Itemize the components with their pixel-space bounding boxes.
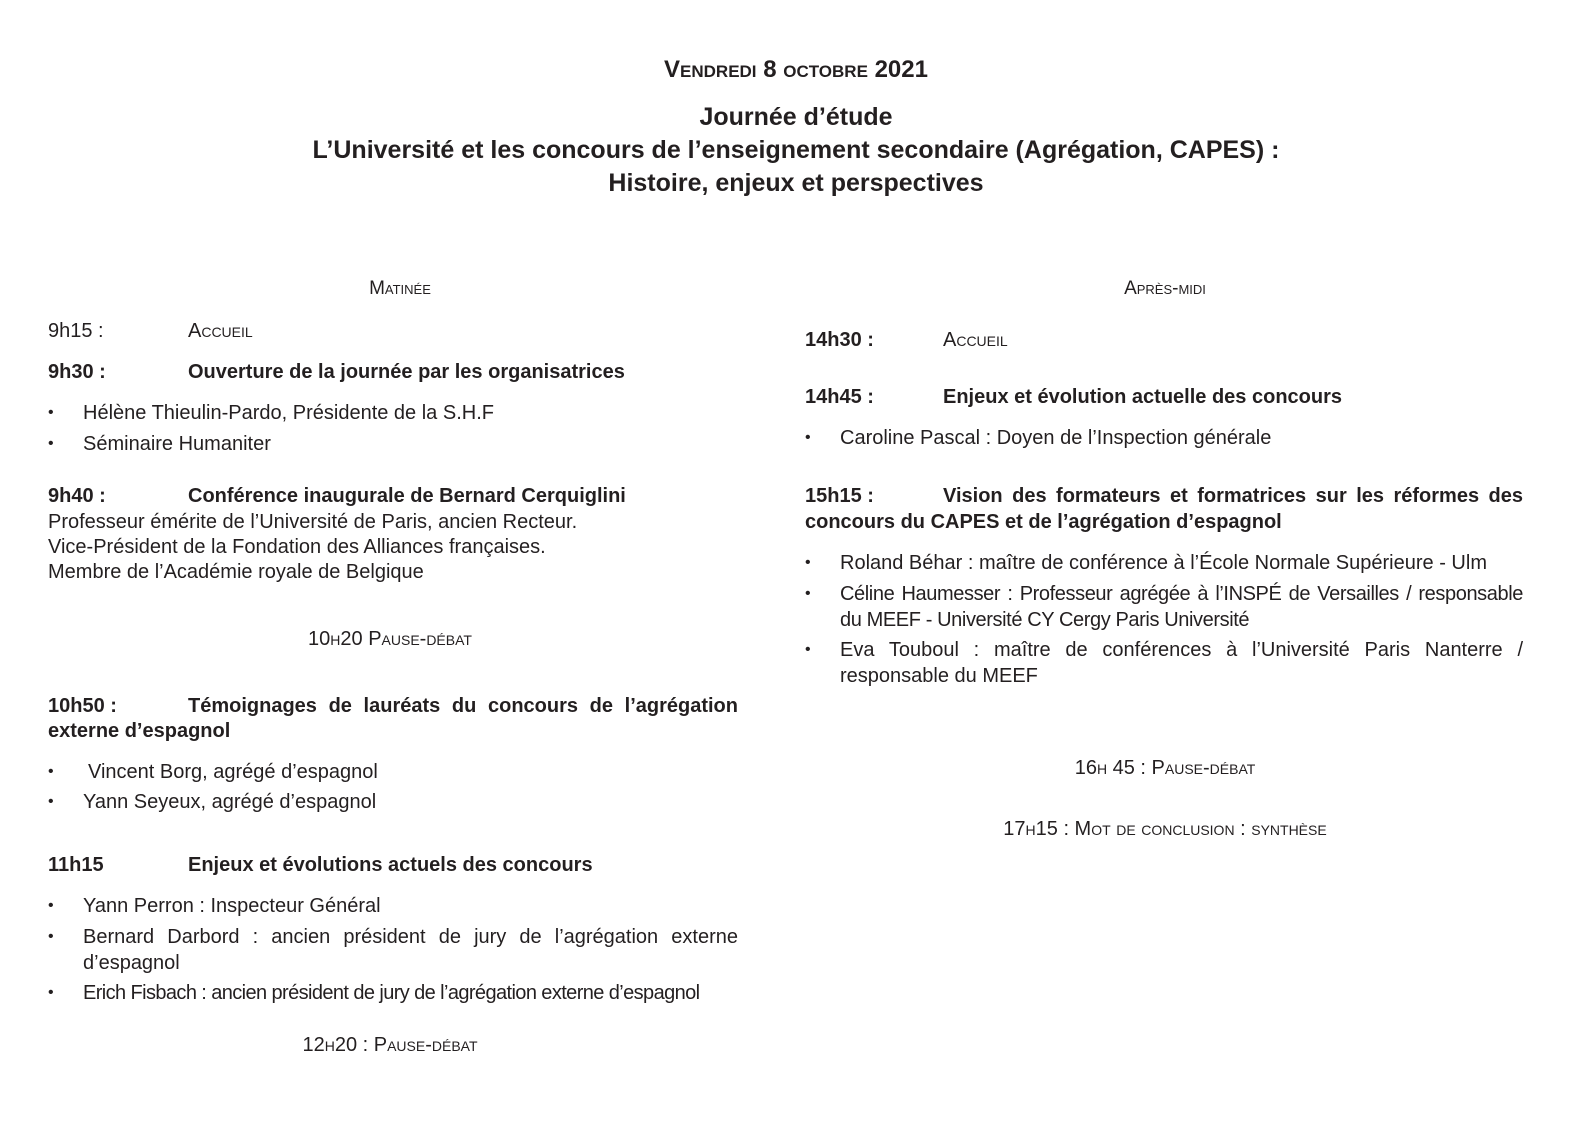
list-item bbox=[48, 789, 748, 815]
list-item-text: Yann Seyeux, agrégé d’espagnol bbox=[83, 791, 377, 813]
bullet-icon: • bbox=[48, 897, 54, 914]
bullet-icon: • bbox=[48, 435, 54, 452]
title-line-2: L’Université et les concours de l’enseignement secondaire (Agrégation, CAPES) : bbox=[312, 136, 1280, 164]
bullet-icon: • bbox=[48, 404, 54, 421]
session-time: 14h30 : bbox=[805, 329, 874, 351]
list-item-text: Eva Touboul : maître de conférences à l’Université Paris Nanterre / responsable du MEEF bbox=[840, 639, 1523, 687]
list-item bbox=[48, 759, 748, 785]
session-time: 10h50 : bbox=[48, 695, 117, 717]
session-time: 11h15 bbox=[48, 854, 104, 876]
list-item-text: Roland Béhar : maître de conférence à l’École Normale Supérieure - Ulm bbox=[840, 552, 1487, 574]
conclusion-1715: 17h15 : Mot de conclusion : synthèse bbox=[1003, 818, 1327, 840]
bullet-icon: • bbox=[805, 554, 811, 571]
pause-1645: 16h 45 : Pause-débat bbox=[1074, 757, 1256, 779]
session-0930 bbox=[48, 359, 748, 385]
list-item-text: Céline Haumesser : Professeur agrégée à l’INSPÉ de Versailles / responsable du MEEF - Université CY Cergy Paris Université bbox=[840, 583, 1523, 631]
morning-heading: Matinée bbox=[369, 278, 431, 299]
list-item bbox=[48, 400, 748, 426]
session-time: 15h15 : bbox=[805, 485, 874, 507]
afternoon-heading: Après-midi bbox=[1124, 278, 1206, 299]
bullet-icon: • bbox=[48, 984, 54, 1001]
pause-1020: 10h20 Pause-débat bbox=[308, 628, 472, 650]
session-0915 bbox=[48, 318, 748, 344]
list-item bbox=[48, 893, 748, 919]
list-item bbox=[805, 637, 1523, 689]
session-label: Vision des formateurs et formatrices sur les réformes des bbox=[943, 485, 1523, 507]
session-label-cont: concours du CAPES et de l’agrégation d’espagnol bbox=[805, 511, 1282, 533]
title-line-3: Histoire, enjeux et perspectives bbox=[608, 169, 984, 197]
list-item-text: Vincent Borg, agrégé d’espagnol bbox=[88, 761, 378, 783]
list-item-text: Erich Fisbach : ancien président de jury de l’agrégation externe d’espagnol bbox=[83, 982, 700, 1004]
session-label: Enjeux et évolutions actuels des concours bbox=[188, 854, 593, 876]
session-time: 9h30 : bbox=[48, 361, 106, 383]
list-item-text: Bernard Darbord : ancien président de jury de l’agrégation externe d’espagnol bbox=[83, 926, 738, 974]
bullet-icon: • bbox=[48, 793, 54, 810]
session-time: 9h15 : bbox=[48, 320, 104, 342]
session-label: Accueil bbox=[943, 329, 1008, 351]
pause-1220: 12h20 : Pause-débat bbox=[302, 1034, 478, 1056]
bullet-icon: • bbox=[48, 928, 54, 945]
list-item bbox=[48, 980, 748, 1006]
bullet-icon: • bbox=[48, 763, 54, 780]
session-label: Conférence inaugurale de Bernard Cerquiglini bbox=[188, 485, 626, 507]
session-label-cont: externe d’espagnol bbox=[48, 720, 231, 742]
speaker-bio-line: Vice-Président de la Fondation des Alliances françaises. bbox=[48, 536, 546, 558]
list-item-text: Hélène Thieulin-Pardo, Présidente de la S.H.F bbox=[83, 402, 494, 424]
session-1445 bbox=[805, 384, 1525, 410]
list-item-text: Yann Perron : Inspecteur Général bbox=[83, 895, 381, 917]
speaker-bio-line: Membre de l’Académie royale de Belgique bbox=[48, 561, 424, 583]
session-1430 bbox=[805, 327, 1525, 353]
list-item bbox=[805, 425, 1525, 451]
list-item-text: Caroline Pascal : Doyen de l’Inspection générale bbox=[840, 427, 1272, 449]
session-label: Accueil bbox=[188, 320, 253, 342]
session-label: Enjeux et évolution actuelle des concours bbox=[943, 386, 1342, 408]
session-label: Témoignages de lauréats du concours de l’agrégation bbox=[188, 695, 738, 717]
date-heading: Vendredi 8 octobre 2021 bbox=[664, 56, 928, 83]
bullet-icon: • bbox=[805, 585, 811, 602]
session-1515 bbox=[805, 483, 1523, 509]
session-label: Ouverture de la journée par les organisatrices bbox=[188, 361, 625, 383]
list-item bbox=[805, 581, 1523, 633]
list-item-text: Séminaire Humaniter bbox=[83, 433, 271, 455]
bullet-icon: • bbox=[805, 641, 811, 658]
session-time: 9h40 : bbox=[48, 485, 106, 507]
session-time: 14h45 : bbox=[805, 386, 874, 408]
session-0940 bbox=[48, 483, 748, 509]
session-1050 bbox=[48, 693, 738, 719]
list-item bbox=[48, 924, 738, 976]
bullet-icon: • bbox=[805, 429, 811, 446]
session-1115 bbox=[48, 852, 748, 878]
title-line-1: Journée d’étude bbox=[699, 103, 893, 131]
speaker-bio-line: Professeur émérite de l’Université de Paris, ancien Recteur. bbox=[48, 511, 578, 533]
list-item bbox=[805, 550, 1525, 576]
list-item bbox=[48, 431, 748, 457]
